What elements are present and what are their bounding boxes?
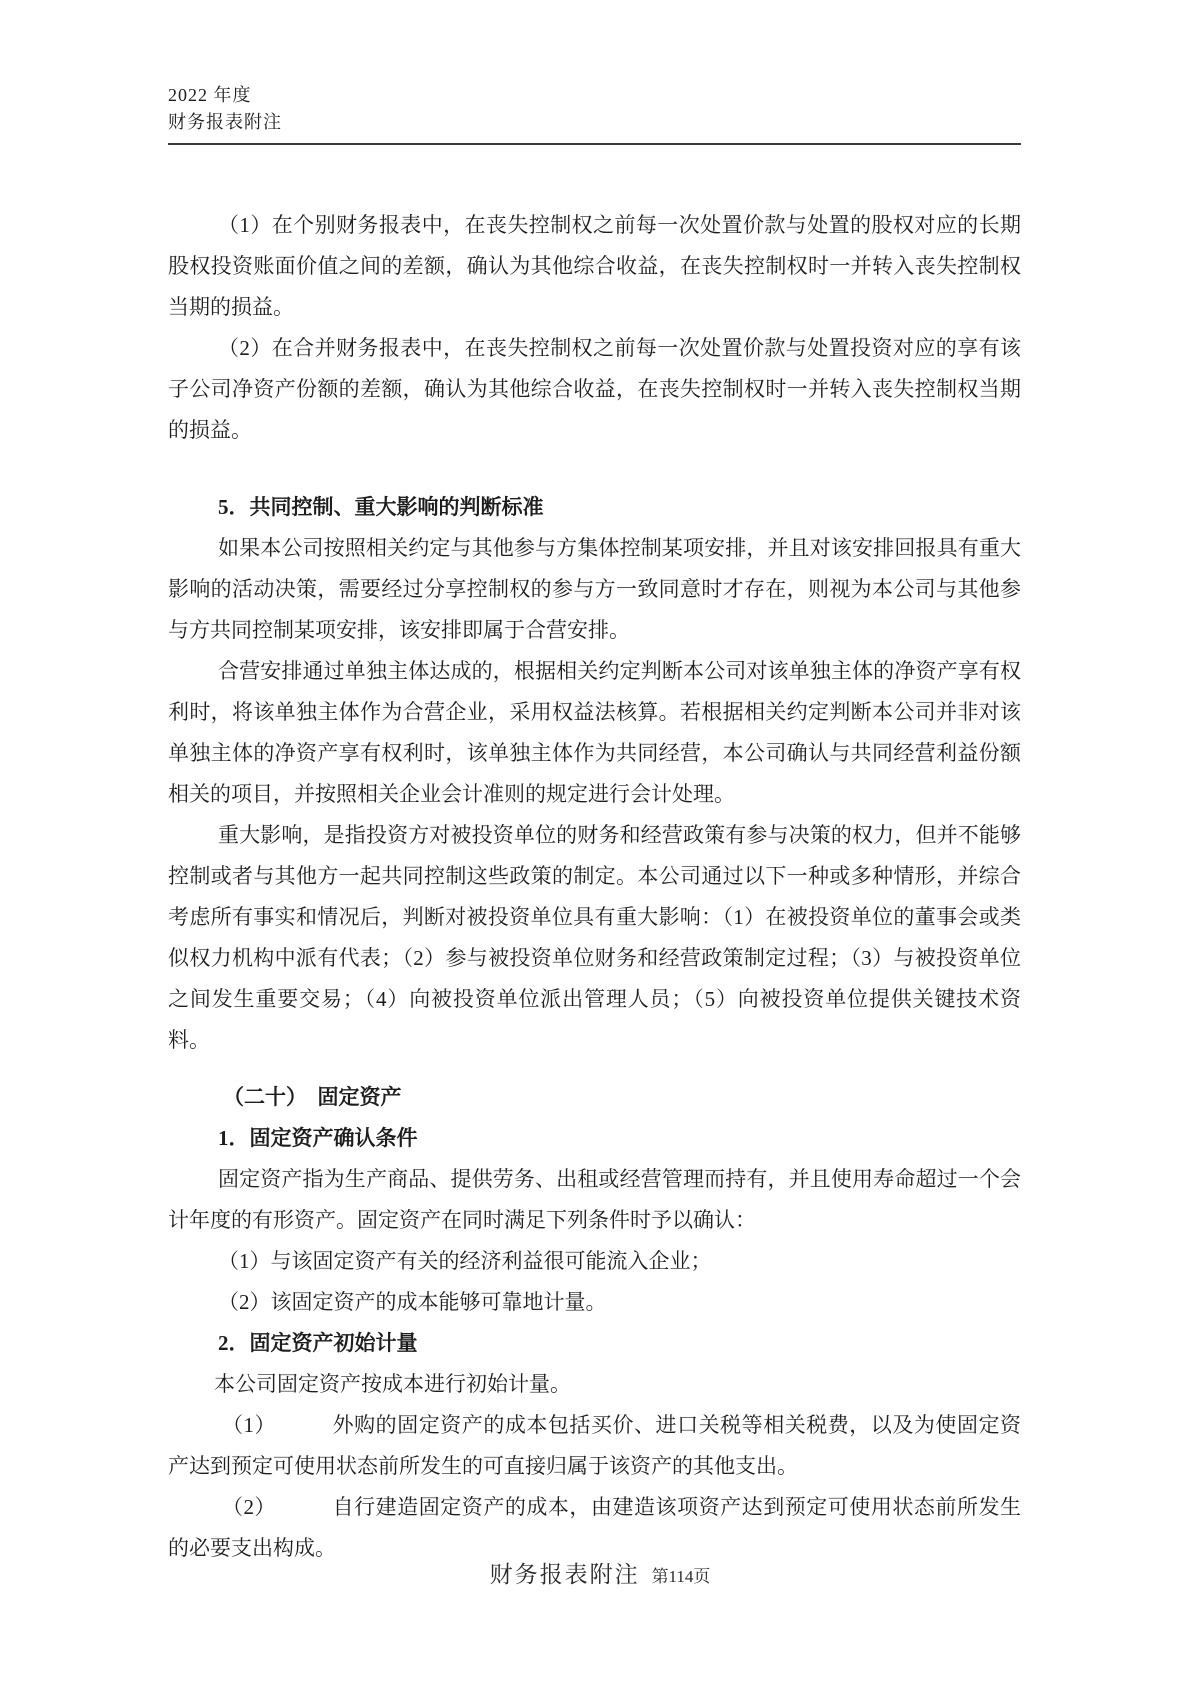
paragraph: 合营安排通过单独主体达成的，根据相关约定判断本公司对该单独主体的净资产享有权利时，将该单独主体作为合营企业，采用权益法核算。若根据相关约定判断本公司并非对该单独主体的净资产享有权利时，该单独主体作为共同经营，本公司确认与共同经营利益份额相关的项目，并按照相关企业会计准则的规定进行会计处理。 [168,659,1021,806]
list-item-text: 自行建造固定资产的成本，由建造该项资产达到预定可使用状态前所发生的必要支出构成。 [168,1495,1022,1560]
document-body [168,205,1021,1569]
paragraph: 重大影响，是指投资方对被投资单位的财务和经营政策有参与决策的权力，但并不能够控制或者与其他方一起共同控制这些政策的制定。本公司通过以下一种或多种情形，并综合考虑所有事实和情况后，判断对被投资单位具有重大影响：（1）在被投资单位的董事会或类似权力机构中派有代表；（2）参与被投资单位财务和经营政策制定过程；（3）与被投资单位之间发生重要交易；（4）向被投资单位派出管理人员；（5）向被投资单位提供关键技术资料。 [168,823,1021,1052]
page-header [168,82,1021,145]
section-heading: 1．固定资产确认条件 [218,1126,418,1150]
paragraph: 固定资产指为生产商品、提供劳务、出租或经营管理而持有，并且使用寿命超过一个会计年度的有形资产。固定资产在同时满足下列条件时予以确认： [168,1167,1021,1232]
header-title: 财务报表附注 [168,112,282,132]
sub-list-item [168,1405,1021,1487]
footer-page-number: 第114页 [651,1567,711,1586]
footer-title: 财务报表附注 [489,1562,640,1587]
section-heading: 5．共同控制、重大影响的判断标准 [218,495,544,519]
list-item: （1）与该固定资产有关的经济利益很可能流入企业； [218,1249,712,1273]
header-rule [168,143,1021,145]
header-year: 2022 年度 [168,85,252,105]
section-heading: 2．固定资产初始计量 [218,1331,418,1355]
list-item-marker: （2） [222,1495,277,1519]
paragraph: （2）在合并财务报表中，在丧失控制权之前每一次处置价款与处置投资对应的享有该子公司净资产份额的差额，确认为其他综合收益，在丧失控制权时一并转入丧失控制权当期的损益。 [168,336,1021,442]
list-item: （2）该固定资产的成本能够可靠地计量。 [218,1290,607,1314]
chapter-heading: （二十） 固定资产 [223,1085,402,1109]
paragraph: 如果本公司按照相关约定与其他参与方集体控制某项安排，并且对该安排回报具有重大影响的活动决策，需要经过分享控制权的参与方一致同意时才存在，则视为本公司与其他参与方共同控制某项安排，该安排即属于合营安排。 [168,536,1021,642]
list-item-marker: （1） [222,1413,277,1437]
page-footer [0,1556,1200,1589]
list-item-text: 外购的固定资产的成本包括买价、进口关税等相关税费，以及为使固定资产达到预定可使用状态前所发生的可直接归属于该资产的其他支出。 [168,1413,1022,1478]
sub-paragraph: 本公司固定资产按成本进行初始计量。 [214,1372,571,1396]
paragraph: （1）在个别财务报表中，在丧失控制权之前每一次处置价款与处置的股权对应的长期股权投资账面价值之间的差额，确认为其他综合收益，在丧失控制权时一并转入丧失控制权当期的损益。 [168,213,1021,319]
content-column [168,82,1021,1569]
